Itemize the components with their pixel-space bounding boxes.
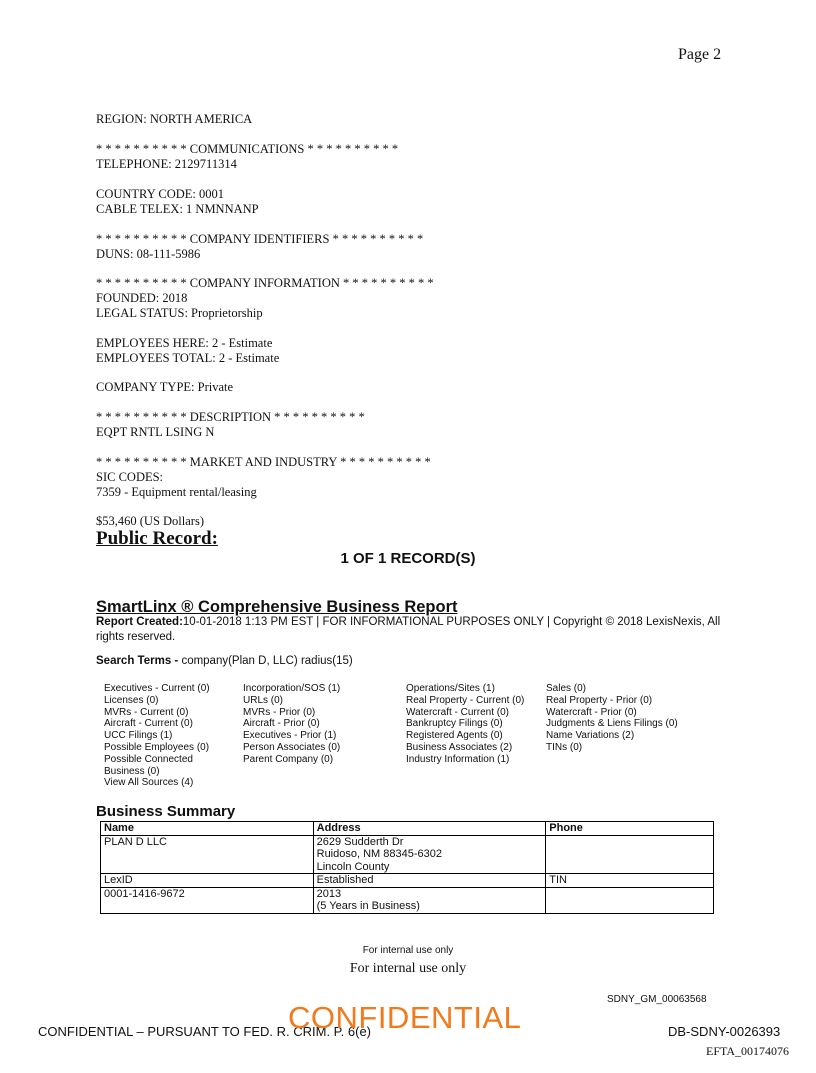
source-link[interactable]: URLs (0)	[243, 694, 284, 706]
telephone-line: TELEPHONE: 2129711314	[96, 157, 237, 171]
report-created	[96, 615, 726, 645]
column-header: Name	[101, 822, 314, 836]
sic-codes-label: SIC CODES:	[96, 470, 164, 484]
report-created-text: 10-01-2018 1:13 PM EST | FOR INFORMATIONAL PURPOSES ONLY | Copyright © 2018 LexisNexis, All rights reserved.	[96, 616, 721, 643]
table-subheader-row	[101, 874, 714, 888]
confidential-stamp: CONFIDENTIAL	[288, 1000, 522, 1035]
source-link[interactable]: Aircraft - Prior (0)	[243, 718, 320, 730]
public-record-title: Public Record:	[96, 528, 218, 549]
search-terms-value: company(Plan D, LLC) radius(15)	[181, 655, 353, 667]
address-line: Ruidoso, NM 88345-6302	[316, 848, 442, 860]
established-year: 2013	[316, 887, 342, 900]
source-link[interactable]: MVRs - Current (0)	[104, 706, 189, 718]
country-code-line: COUNTRY CODE: 0001	[96, 187, 225, 201]
source-link[interactable]: UCC Filings (1)	[104, 730, 173, 742]
internal-use-note: For internal use only	[349, 961, 467, 976]
source-link[interactable]: MVRs - Prior (0)	[243, 706, 316, 718]
communications-header: * * * * * * * * * * COMMUNICATIONS * * * * * * * * * *	[96, 142, 399, 156]
source-link[interactable]: Executives - Current (0)	[104, 683, 210, 694]
source-link[interactable]: Executives - Prior (1)	[243, 730, 337, 742]
column-header: Address	[313, 822, 546, 836]
cable-telex-line: CABLE TELEX: 1 NMNNANP	[96, 202, 259, 216]
sic-code-line: 7359 - Equipment rental/leasing	[96, 485, 257, 499]
page-number: Page 2	[678, 46, 722, 63]
table-row	[101, 887, 714, 913]
column-header: Phone	[546, 822, 714, 836]
business-summary-table	[100, 821, 714, 914]
employees-total-line: EMPLOYEES TOTAL: 2 - Estimate	[96, 351, 280, 365]
table-header-row	[101, 822, 714, 836]
business-phone	[546, 835, 714, 874]
established-note: (5 Years in Business)	[316, 900, 420, 912]
identifiers-header: * * * * * * * * * * COMPANY IDENTIFIERS * * * * * * * * * *	[96, 232, 424, 246]
source-link[interactable]: Watercraft - Current (0)	[406, 706, 509, 718]
company-info-header: * * * * * * * * * * COMPANY INFORMATION * * * * * * * * * *	[96, 276, 434, 290]
business-address	[313, 835, 546, 874]
business-name: PLAN D LLC	[101, 835, 314, 874]
sub-header: TIN	[546, 874, 714, 888]
sources-column-1	[104, 683, 210, 789]
source-link[interactable]: Business (0)	[104, 765, 160, 777]
source-link[interactable]: Business Associates (2)	[406, 741, 513, 753]
tin-value	[546, 887, 714, 913]
bates-number-top: SDNY_GM_00063568	[607, 994, 707, 1005]
source-link[interactable]: Registered Agents (0)	[406, 730, 503, 742]
sources-column-2	[243, 683, 340, 766]
source-link[interactable]: Name Variations (2)	[546, 730, 635, 742]
employees-here-line: EMPLOYEES HERE: 2 - Estimate	[96, 336, 273, 350]
efta-number: EFTA_00174076	[706, 1044, 790, 1058]
confidential-notice: CONFIDENTIAL – PURSUANT TO FED. R. CRIM. P. 6(e)	[38, 1024, 372, 1039]
sources-column-3	[406, 683, 524, 766]
founded-line: FOUNDED: 2018	[96, 291, 188, 305]
internal-use-note-small: For internal use only	[362, 945, 454, 956]
table-row	[101, 835, 714, 874]
sales-amount: $53,460 (US Dollars)	[96, 514, 204, 528]
source-link[interactable]: Bankruptcy Filings (0)	[406, 718, 503, 730]
region-line: REGION: NORTH AMERICA	[96, 112, 253, 126]
source-link[interactable]: Watercraft - Prior (0)	[546, 706, 637, 718]
source-link[interactable]: Sales (0)	[546, 683, 587, 694]
source-link[interactable]: Licenses (0)	[104, 694, 159, 706]
source-link[interactable]: Aircraft - Current (0)	[104, 718, 193, 730]
source-link[interactable]: Industry Information (1)	[406, 753, 510, 765]
source-link[interactable]: Parent Company (0)	[243, 753, 334, 765]
report-title: SmartLinx ® Comprehensive Business Report	[96, 598, 458, 616]
sub-header: LexID	[101, 874, 314, 888]
description-header: * * * * * * * * * * DESCRIPTION * * * * * * * * * *	[96, 410, 365, 424]
search-terms	[96, 655, 353, 667]
source-link[interactable]: Real Property - Current (0)	[406, 694, 525, 706]
source-link[interactable]: Operations/Sites (1)	[406, 683, 495, 694]
search-terms-label: Search Terms -	[96, 655, 182, 667]
view-all-sources-link[interactable]: View All Sources (4)	[104, 777, 194, 789]
duns-line: DUNS: 08-111-5986	[96, 247, 201, 261]
report-created-label: Report Created:	[96, 616, 183, 628]
lexid-value: 0001-1416-9672	[101, 887, 314, 913]
sources-column-4	[546, 683, 678, 754]
market-header: * * * * * * * * * * MARKET AND INDUSTRY * * * * * * * * * *	[96, 455, 431, 469]
established-value	[313, 887, 546, 913]
description-line: EQPT RNTL LSING N	[96, 425, 215, 439]
bates-number-right: DB-SDNY-0026393	[668, 1024, 781, 1039]
source-link[interactable]: Judgments & Liens Filings (0)	[546, 718, 678, 730]
source-link[interactable]: Possible Employees (0)	[104, 741, 210, 753]
sub-header: Established	[313, 874, 546, 888]
company-type-line: COMPANY TYPE: Private	[96, 380, 234, 394]
legal-status-line: LEGAL STATUS: Proprietorship	[96, 306, 263, 320]
records-count: 1 OF 1 RECORD(S)	[340, 550, 476, 567]
business-summary-title: Business Summary	[96, 803, 236, 820]
address-line: 2629 Sudderth Dr	[316, 835, 404, 848]
source-link[interactable]: TINs (0)	[546, 741, 583, 753]
source-link[interactable]: Possible Connected	[104, 753, 193, 765]
source-link[interactable]: Real Property - Prior (0)	[546, 694, 653, 706]
source-link[interactable]: Person Associates (0)	[243, 741, 341, 753]
source-link[interactable]: Incorporation/SOS (1)	[243, 683, 341, 694]
address-line: Lincoln County	[316, 860, 390, 873]
